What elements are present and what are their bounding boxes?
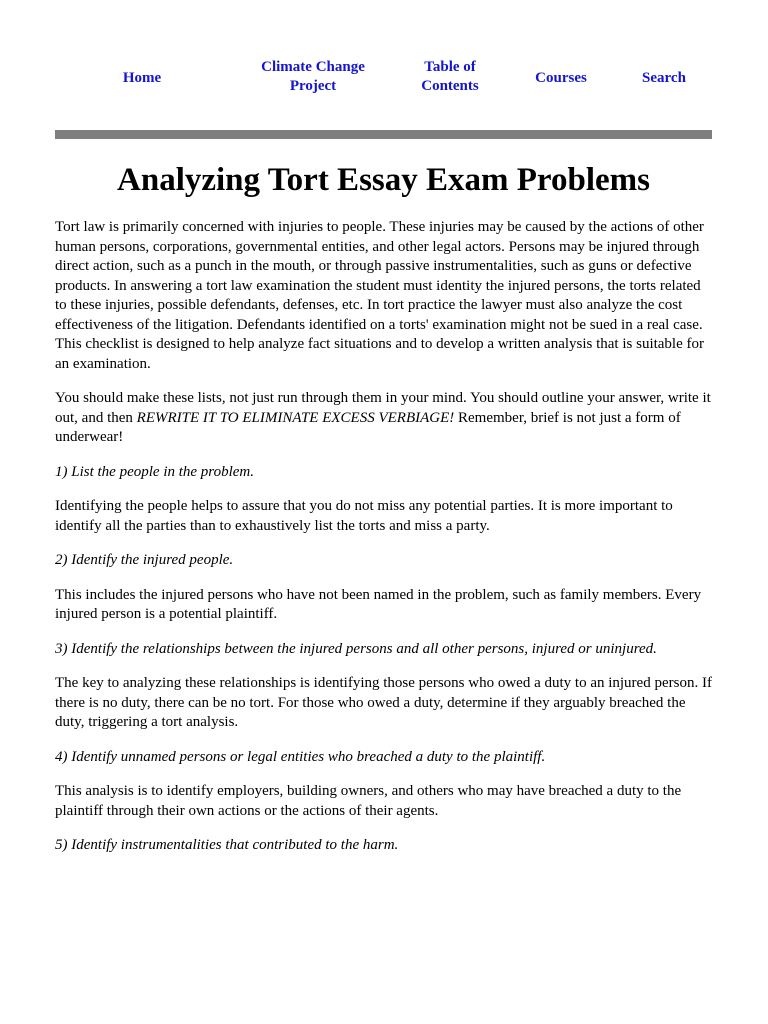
step-heading: 5) Identify instrumentalities that contributed to the harm. [55, 837, 399, 853]
header-divider [55, 130, 712, 139]
advice-text-before: You should make these lists, not just run through them in your mind. You should outline your answer, write it out, and then [55, 390, 711, 426]
step-body: This analysis is to identify employers, building owners, and others who may have breached a duty to the plaintiff through their own actions or the actions of their agents. [55, 783, 682, 819]
step-heading: 2) Identify the injured people. [55, 552, 234, 568]
step-body: This includes the injured persons who have not been named in the problem, such as family members. Every injured person is a potential plaintiff. [55, 586, 702, 622]
nav-link-courses[interactable]: Courses [535, 70, 587, 86]
nav-link-table-of-contents[interactable] [400, 58, 500, 102]
advice-emphasis: REWRITE IT TO ELIMINATE EXCESS VERBIAGE! [136, 409, 455, 426]
step-body: Identifying the people helps to assure that you do not miss any potential parties. It is more important to identify all the parties than to exhaustively list the torts and miss a party. [55, 498, 673, 534]
advice-text-after: Remember, brief is not just a form of underwear! [55, 409, 681, 445]
nav-link-climate-change-project[interactable] [238, 58, 388, 102]
step-body: The key to analyzing these relationships is identifying those persons who owed a duty to an injured person. If there is no duty, there can be no tort. For those who owed a duty, determine if they arguably breached the duty, triggering a tort analysis. [55, 675, 712, 730]
nav-link-search[interactable]: Search [642, 70, 686, 86]
top-navigation [0, 58, 768, 102]
nav-climate-line2: Project [289, 78, 337, 94]
page-title: Analyzing Tort Essay Exam Problems [117, 162, 650, 198]
nav-link-home[interactable]: Home [122, 70, 162, 86]
nav-climate-line1: Climate Change [261, 59, 365, 75]
step-heading: 3) Identify the relationships between the injured persons and all other persons, injured or uninjured. [55, 640, 657, 657]
intro-paragraph: Tort law is primarily concerned with injuries to people. These injuries may be caused by the actions of other human persons, corporations, governmental entities, and other legal actors. Persons may be injured through direct action, such as a punch in the mouth, or through passive instrumentalities, such as guns or defective products. In answering a tort law examination the student must identity the injured persons, the torts related to these injuries, possible defendants, defenses, etc. In tort practice the lawyer must also analyze the cost effectiveness of the litigation. Defendants identified on a torts' examination might not be sued in a real case. This checklist is designed to help analyze fact situations and to develop a written analysis that is suitable for an examination. [55, 219, 704, 372]
article-body [55, 218, 712, 871]
advice-paragraph [55, 389, 712, 448]
nav-toc-line1: Table of [424, 59, 476, 75]
step-heading: 1) List the people in the problem. [55, 463, 254, 480]
nav-toc-line2: Contents [421, 78, 479, 94]
step-heading: 4) Identify unnamed persons or legal entities who breached a duty to the plaintiff. [55, 748, 546, 765]
